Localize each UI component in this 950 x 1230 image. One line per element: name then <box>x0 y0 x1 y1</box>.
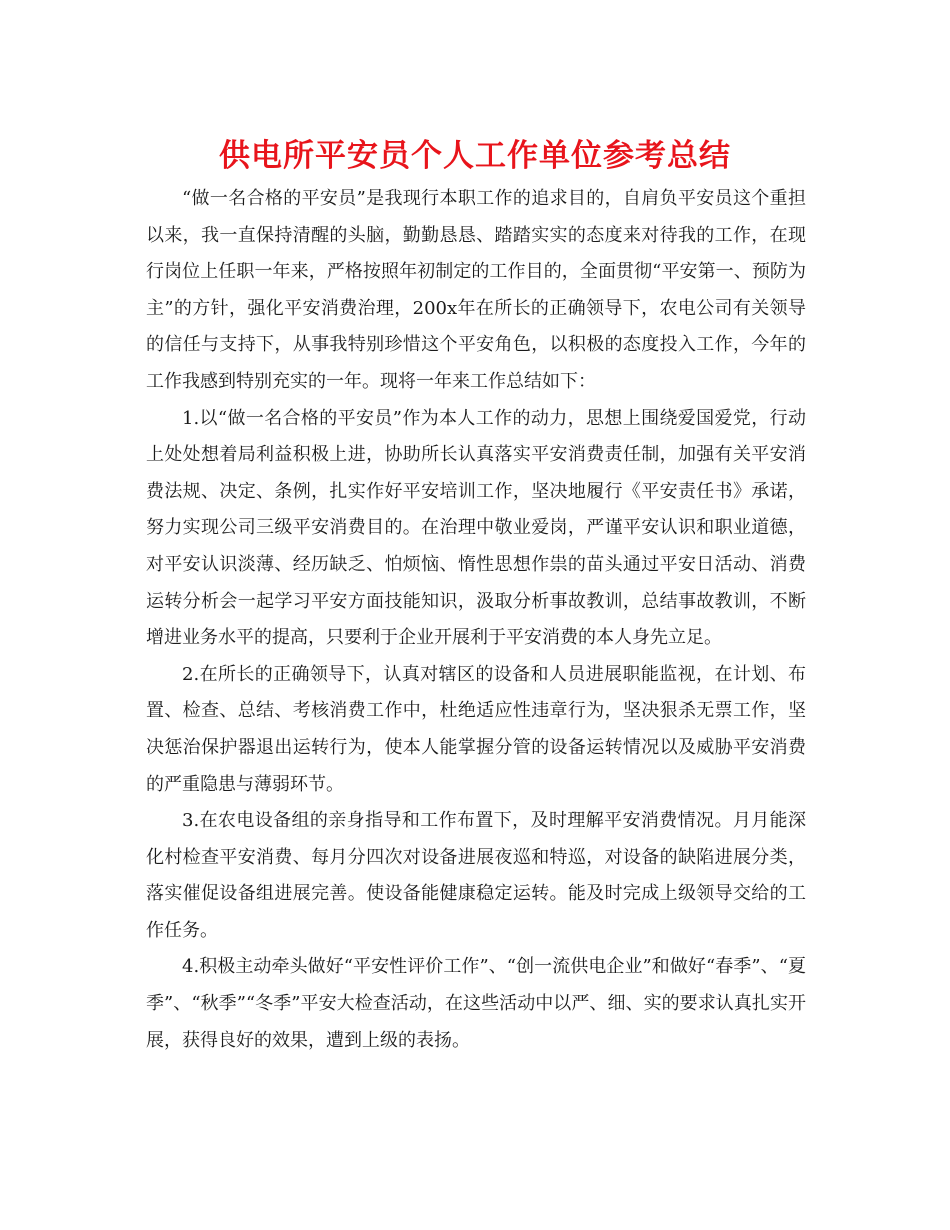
paragraph-item-1: 1.以“做一名合格的平安员”作为本人工作的动力，思想上围绕爱国爱党，行动上处处想着局利益积极上进，协助所长认真落实平安消费责任制，加强有关平安消费法规、决定、条例，扎实作好平安培训工作，坚决地履行《平安责任书》承诺，努力实现公司三级平安消费目的。在治理中敬业爱岗，严谨平安认识和职业道德，对平安认识淡薄、经历缺乏、怕烦恼、惰性思想作祟的苗头通过平安日活动、消费运转分析会一起学习平安方面技能知识，汲取分析事故教训，总结事故教训，不断增进业务水平的提高，只要利于企业开展利于平安消费的本人身先立足。 <box>146 407 806 649</box>
document-title: 供电所平安员个人工作单位参考总结 <box>219 138 731 174</box>
paragraph-item-3: 3.在农电设备组的亲身指导和工作布置下，及时理解平安消费情况。月月能深化村检查平安消费、每月分四次对设备进展夜巡和特巡，对设备的缺陷进展分类，落实催促设备组进展完善。使设备能健康稳定运转。能及时完成上级领导交给的工作任务。 <box>146 810 806 941</box>
paragraph-intro: “做一名合格的平安员”是我现行本职工作的追求目的，自肩负平安员这个重担以来，我一直保持清醒的头脑，勤勤恳恳、踏踏实实的态度来对待我的工作，在现行岗位上任职一年来，严格按照年初制定的工作目的，全面贯彻“平安第一、预防为主”的方针，强化平安消费治理，200x年在所长的正确领导下，农电公司有关领导的信任与支持下，从事我特别珍惜这个平安角色，以积极的态度投入工作，今年的工作我感到特别充实的一年。现将一年来工作总结如下： <box>146 188 806 392</box>
document-body <box>146 181 806 1059</box>
paragraph-item-4: 4.积极主动牵头做好“平安性评价工作”、“创一流供电企业”和做好“春季”、“夏季”、“秋季”“冬季”平安大检查活动，在这些活动中以严、细、实的要求认真扎实开展，获得良好的效果，遭到上级的表扬。 <box>146 956 806 1051</box>
paragraph-item-2: 2.在所长的正确领导下，认真对辖区的设备和人员进展职能监视，在计划、布置、检查、总结、考核消费工作中，杜绝适应性违章行为，坚决狠杀无票工作，坚决惩治保护器退出运转行为，使本人能掌握分管的设备运转情况以及威胁平安消费的严重隐患与薄弱环节。 <box>146 663 806 795</box>
